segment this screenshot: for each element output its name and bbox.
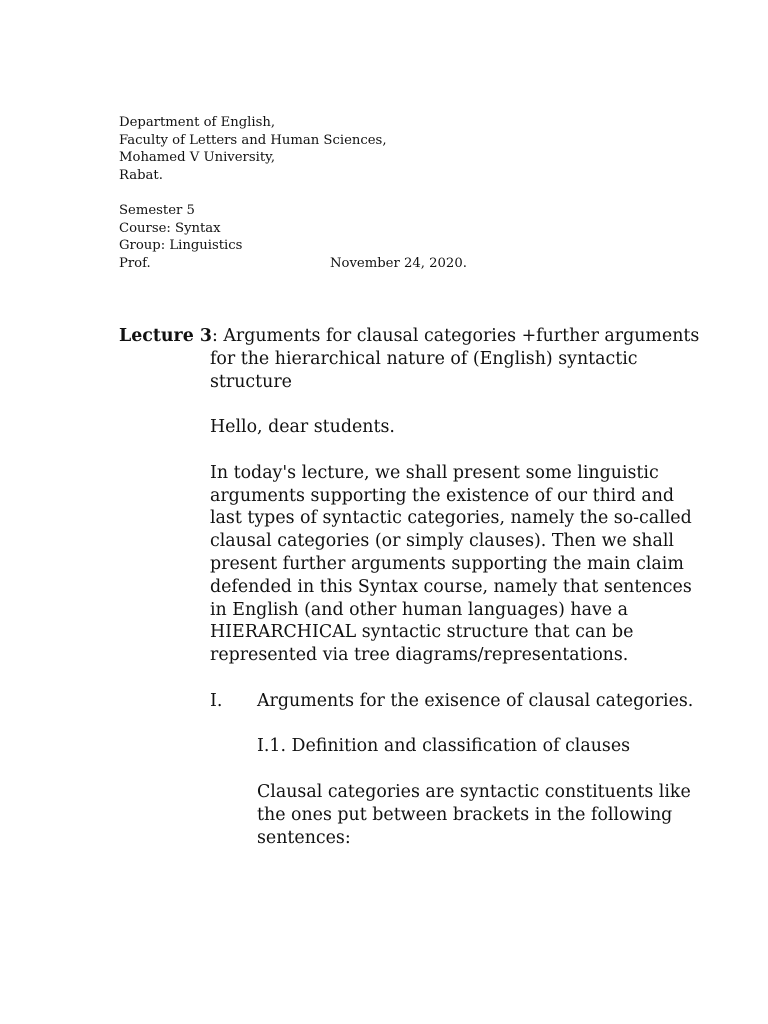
intro-line: in English (and other human languages) have a (210, 599, 628, 620)
section-number: I. (210, 690, 223, 711)
intro-line: clausal categories (or simply clauses). Then we shall (210, 531, 674, 552)
intro-paragraph (210, 462, 710, 667)
document-header (119, 114, 639, 272)
lecture-indented-content (210, 348, 710, 850)
section-heading (210, 690, 710, 713)
header-university: Mohamed V University, (119, 150, 276, 166)
header-department: Department of English, (119, 115, 276, 130)
paragraph-spacer (210, 667, 710, 690)
header-spacer (119, 184, 639, 202)
header-semester: Semester 5 (119, 202, 195, 218)
header-prof-label: Prof. (119, 255, 151, 271)
header-faculty: Faculty of Letters and Human Sciences, (119, 132, 387, 148)
section-title: Arguments for the exisence of clausal categories. (257, 690, 694, 711)
lecture-title-first-line: : Arguments for clausal categories +further arguments (211, 326, 700, 346)
body-line: Clausal categories are syntactic constituents like (257, 781, 691, 802)
intro-line: In today's lecture, we shall present some linguistic (210, 462, 659, 483)
header-prof-row (119, 255, 639, 273)
subsection-content (257, 735, 710, 849)
header-city: Rabat. (119, 167, 163, 183)
greeting-text: Hello, dear students. (210, 417, 395, 438)
header-group: Group: Linguistics (119, 238, 243, 254)
body-line: sentences: (257, 827, 351, 848)
intro-line: present further arguments supporting the main claim (210, 553, 684, 574)
lecture-title-line: for the hierarchical nature of (English) syntactic (210, 348, 638, 369)
lecture-title-line: structure (210, 371, 292, 392)
intro-line: represented via tree diagrams/representations. (210, 645, 629, 666)
paragraph-spacer (210, 713, 710, 736)
header-date: November 24, 2020. (330, 255, 467, 271)
intro-line: HIERARCHICAL syntactic structure that can be (210, 622, 634, 643)
header-course: Course: Syntax (119, 220, 221, 236)
body-line: the ones put between brackets in the following (257, 804, 673, 825)
paragraph-spacer (210, 393, 710, 416)
intro-line: arguments supporting the existence of our third and (210, 485, 675, 506)
paragraph-spacer (257, 758, 710, 781)
paragraph-spacer (210, 439, 710, 462)
intro-line: defended in this Syntax course, namely that sentences (210, 576, 692, 597)
lecture-title (119, 325, 719, 348)
lecture-body (119, 325, 719, 849)
lecture-label: Lecture 3 (119, 326, 212, 346)
intro-line: last types of syntactic categories, namely the so-called (210, 508, 692, 529)
subsection-title: I.1. Definition and classification of clauses (257, 736, 631, 757)
